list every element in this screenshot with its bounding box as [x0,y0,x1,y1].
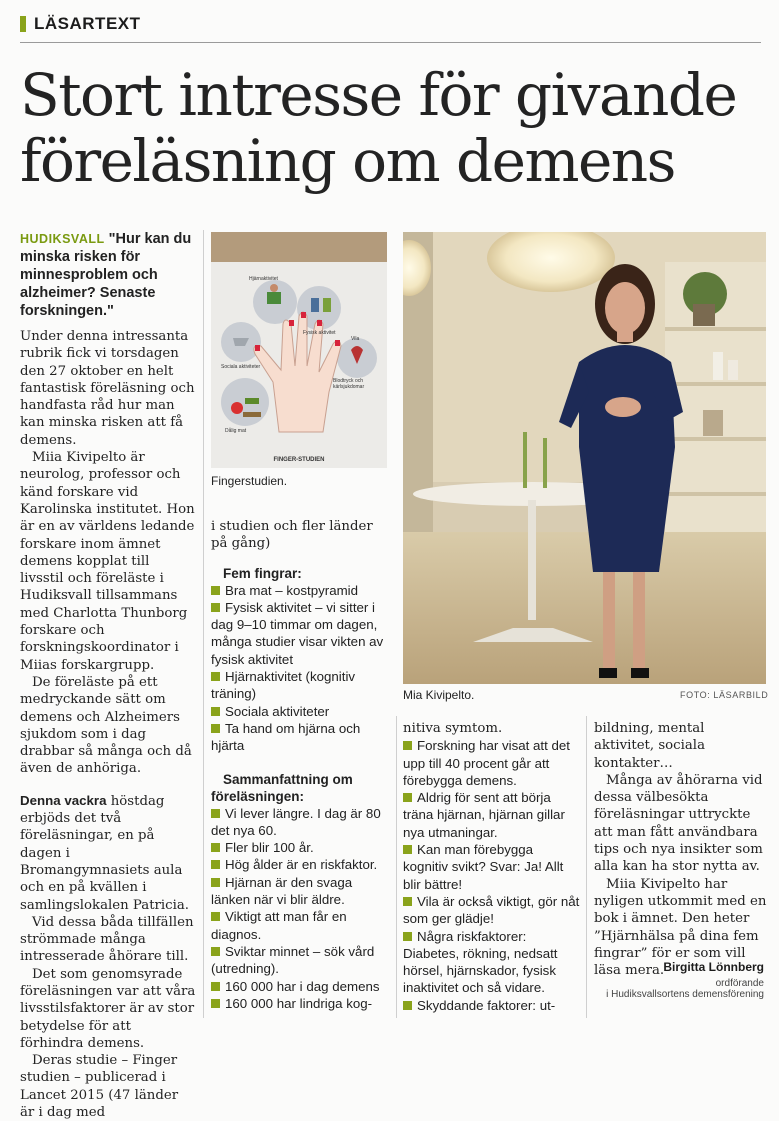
list-item: Skyddande faktorer: ut- [403,997,581,1014]
list-item: Kan man förebygga kognitiv svikt? Svar: Ja! Allt blir bättre! [403,842,564,892]
speaker-photo [403,232,766,684]
body-paragraph: Under denna intressanta rubrik fick vi torsdagen den 27 oktober en helt fantastisk föreläsning och handfasta råd hur man kan minska risken att få demens. [20,329,195,448]
five-fingers-list [211,582,391,755]
list-item: Bra mat – kostpyramid [211,582,391,599]
bullet-square-icon [211,672,220,681]
body-paragraph: Deras studie – Finger studien – publicerad i Lancet 2015 (47 länder är i dag med [20,1053,179,1121]
speaker-photo-drawing [403,232,766,684]
bullet-square-icon [211,878,220,887]
finger-label-food: Dålig mat [225,428,247,434]
list-item: Sociala aktiviteter [211,703,391,720]
bullet-square-icon [211,860,220,869]
bullet-square-icon [211,809,220,818]
body-paragraph: Miia Kivipelto har nyligen utkommit med en bok i ämnet. Den heter ”Hjärnhälsa på dina fem fingrar” för er som vill läsa mera. [594,876,767,979]
subheading-summary: Sammanfattning om föreläsningen: [211,771,353,804]
list-item: 160 000 har i dag demens [211,978,391,995]
headline-line-1: Stort intresse för givande [20,61,737,129]
list-item: Hjärnan är den svaga länken när vi blir äldre. [211,874,353,908]
finger-label-ring: Blodtryck och kärlsjukdomar [333,378,365,390]
body-paragraph [20,792,196,914]
column-divider [396,716,397,1018]
finger-study-image [211,232,387,468]
list-item: Vi lever längre. I dag är 80 det nya 60. [211,805,381,838]
run-in-heading: Denna vackra [20,792,107,808]
finger-image-title: FINGER-STUDIEN [273,457,325,463]
bullet-square-icon [211,947,220,956]
headline-line-2: föreläsning om demens [20,127,675,195]
headline [20,62,760,194]
body-paragraph: Det som genomsyrade föreläsningen var att våra livsstilsfaktorer är av stor betydelse för att förhindra demens. [20,966,196,1051]
top-rule [20,42,761,43]
bullet-square-icon [211,603,220,612]
bullet-square-icon [403,1001,412,1010]
finger-label-middle: Fysisk aktivitet [303,330,336,336]
signature-role: ordförande [715,978,764,989]
body-paragraph: bildning, mental aktivitet, sociala kontakter… [594,721,705,771]
bullet-square-icon [211,912,220,921]
subheading-five-fingers: Fem fingrar: [223,565,302,581]
list-item: Viktigt att man får en diagnos. [211,909,347,942]
lead-text: "Hur kan du minska risken för minnesproblem och alzheimer? Senaste forskningen." [20,231,192,319]
section-label [20,14,141,34]
bullet-square-icon [403,741,412,750]
list-item: Aldrig för sent att börja träna hjärnan, hjärnan gillar nya utmaningar. [403,790,565,840]
signature-org: i Hudiksvallsortens demensförening [606,989,764,1000]
lead-paragraph [20,230,196,320]
column-2 [211,518,391,1012]
body-paragraph: De föreläste på ett medryckande sätt om demens och Alzheimers sjukdom som i dag drabbar så många och då även de anhöriga. [20,674,192,777]
signature-name: Birgitta Lönnberg [663,960,764,974]
section-accent-bar [20,16,26,32]
body-paragraph: Miia Kivipelto är neurolog, professor och känd forskare vid Karolinska institutet. Hon är en av världens ledande forskare inom ämnet demens kopplat till livsstil och föreläste i Hudiksvall tillsammans med Charlotta Thunborg forskare och forskningskoordinator i Miias forskargrupp. [20,450,195,673]
list-item: Fysisk aktivitet – vi sitter i dag 9–10 timmar om dagen, många studier visar vikten av fysisk aktivitet [211,599,384,667]
photo-credit: FOTO: LÄSARBILD [680,690,769,700]
list-item: Ta hand om hjärna och hjärta [211,720,361,754]
body-paragraph: i studien och fler länder på gång) [211,519,373,552]
list-item: Forskning har visat att det upp till 40 procent går att förebygga demens. [403,738,570,788]
list-item: Hjärnaktivitet (kognitiv träning) [211,669,356,702]
list-item: Sviktar minnet – sök vård (utredning). [211,943,375,977]
list-item: Vila är också viktigt, gör nåt som ger glädje! [403,893,580,927]
bullet-square-icon [211,843,220,852]
photo-caption: Mia Kivipelto. [403,688,475,702]
bullet-square-icon [403,793,412,802]
finger-image-caption: Fingerstudien. [211,474,288,488]
bullet-square-icon [211,724,220,733]
column-divider [203,230,204,1018]
column-1 [20,230,196,1121]
bullet-square-icon [403,932,412,941]
list-item: Hög ålder är en riskfaktor. [211,856,391,873]
body-paragraph: Vid dessa båda tillfällen strömmade många intresserade åhörare till. [20,914,194,965]
column-3 [403,720,581,1014]
finger-label-pinky: Vila [351,336,360,342]
list-item: Fler blir 100 år. [211,839,391,856]
body-text: höstdag erbjöds det två föreläsningar, en på dagen i Bromangymnasiets aula och en på kvällen i samlingslokalen Patricia. [20,793,190,913]
finger-label-thumb: Hjärnaktivitet [249,276,278,282]
bullet-square-icon [211,707,220,716]
body-paragraph: nitiva symtom. [403,721,503,736]
column-4 [594,720,768,979]
signature-block [594,960,764,1000]
section-label-text: LÄSARTEXT [34,14,141,33]
column-divider [586,716,587,1018]
bullet-square-icon [403,897,412,906]
bullet-square-icon [211,999,220,1008]
bullet-square-icon [211,586,220,595]
list-item: Några riskfaktorer: Diabetes, rökning, nedsatt hörsel, hjärnskador, fysisk inaktivitet och så vidare. [403,928,558,996]
list-item: 160 000 har lindriga kog- [211,995,391,1012]
finger-label-index: Sociala aktiviteter [221,364,261,370]
facts-list [403,737,581,1014]
body-paragraph: Många av åhörarna vid dessa välbesökta föreläsningar uttryckte att man fått användbara tips och nya insikter som alla kan ha stor nytta av. [594,772,763,875]
bullet-square-icon [403,845,412,854]
summary-list [211,805,391,1013]
dateline-place: HUDIKSVALL [20,232,105,246]
bullet-square-icon [211,982,220,991]
